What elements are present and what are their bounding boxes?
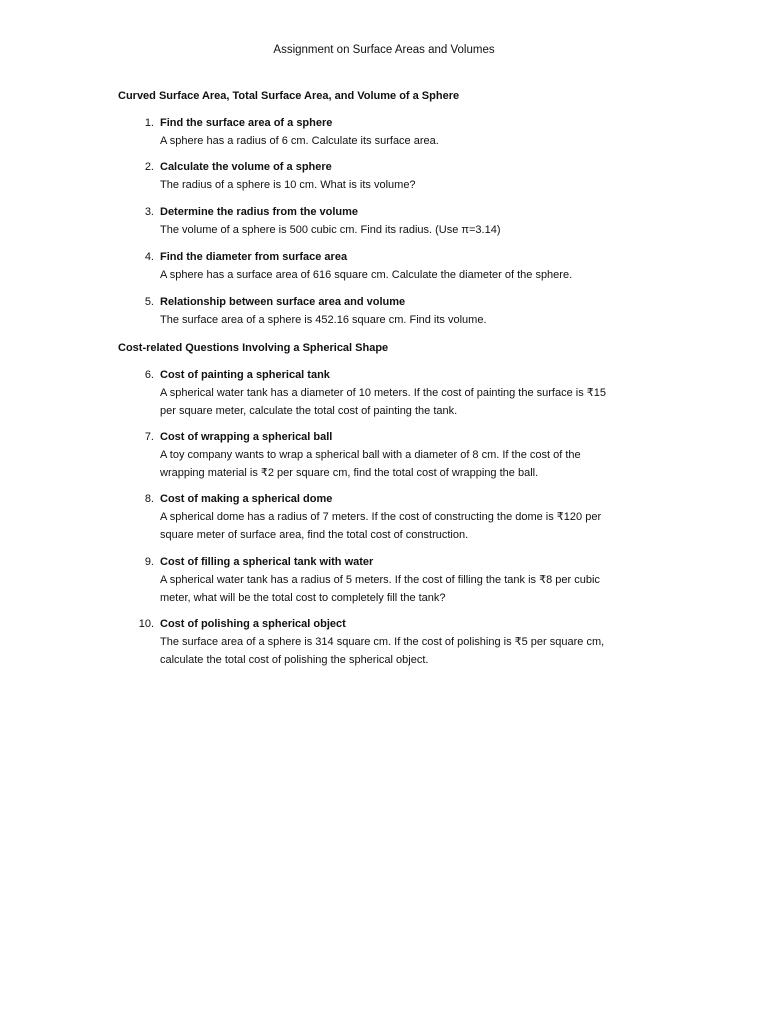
question-number: 2. bbox=[144, 161, 154, 173]
question-number: 7. bbox=[144, 431, 154, 443]
question-item bbox=[134, 203, 654, 239]
question-item bbox=[134, 158, 654, 194]
question-title: Calculate the volume of a sphere bbox=[160, 161, 332, 173]
question-title: Relationship between surface area and volume bbox=[160, 296, 406, 308]
question-item bbox=[134, 490, 654, 544]
document-title: Assignment on Surface Areas and Volumes bbox=[273, 44, 495, 56]
question-title: Determine the radius from the volume bbox=[160, 206, 359, 218]
question-title: Cost of filling a spherical tank with water bbox=[160, 556, 374, 568]
question-text: A toy company wants to wrap a spherical ball with a diameter of 8 cm. If the cost of the wrapping material is ₹2 per square cm, find the total cost of wrapping the ball. bbox=[160, 449, 581, 479]
section-heading-sphere: Curved Surface Area, Total Surface Area, and Volume of a Sphere bbox=[118, 90, 460, 102]
question-item bbox=[134, 366, 654, 420]
question-text: A spherical water tank has a radius of 5 meters. If the cost of filling the tank is ₹8 per cubic meter, what will be the total cost to completely fill the tank? bbox=[160, 574, 600, 604]
question-item bbox=[134, 248, 654, 284]
question-number: 10. bbox=[138, 618, 154, 630]
question-text: A spherical dome has a radius of 7 meters. If the cost of constructing the dome is ₹120 per square meter of surface area, find the total cost of construction. bbox=[160, 511, 602, 541]
question-text: A spherical water tank has a diameter of 10 meters. If the cost of painting the surface is ₹15 per square meter, calculate the total cost of painting the tank. bbox=[160, 387, 607, 417]
question-text: The volume of a sphere is 500 cubic cm. Find its radius. (Use π=3.14) bbox=[160, 224, 501, 236]
question-text: The surface area of a sphere is 314 square cm. If the cost of polishing is ₹5 per square cm, calculate the total cost of polishing the spherical object. bbox=[160, 636, 605, 666]
question-number: 6. bbox=[144, 369, 154, 381]
question-title: Cost of making a spherical dome bbox=[160, 493, 333, 505]
question-item bbox=[134, 114, 654, 150]
question-text: A sphere has a radius of 6 cm. Calculate its surface area. bbox=[160, 135, 439, 147]
question-title: Cost of polishing a spherical object bbox=[160, 618, 346, 630]
question-title: Find the diameter from surface area bbox=[160, 251, 348, 263]
question-item bbox=[134, 553, 654, 607]
question-number: 8. bbox=[144, 493, 154, 505]
question-number: 5. bbox=[144, 296, 154, 308]
question-number: 1. bbox=[144, 117, 154, 129]
question-number: 9. bbox=[144, 556, 154, 568]
question-title: Cost of wrapping a spherical ball bbox=[160, 431, 333, 443]
question-text: A sphere has a surface area of 616 square cm. Calculate the diameter of the sphere. bbox=[160, 269, 573, 281]
question-number: 3. bbox=[144, 206, 154, 218]
question-number: 4. bbox=[144, 251, 154, 263]
question-item bbox=[134, 428, 654, 482]
question-item bbox=[134, 293, 654, 329]
question-text: The surface area of a sphere is 452.16 square cm. Find its volume. bbox=[160, 314, 487, 326]
question-title: Find the surface area of a sphere bbox=[160, 117, 333, 129]
question-text: The radius of a sphere is 10 cm. What is its volume? bbox=[160, 179, 416, 191]
question-item bbox=[134, 615, 654, 669]
section-heading-cost: Cost-related Questions Involving a Spherical Shape bbox=[118, 342, 389, 354]
question-title: Cost of painting a spherical tank bbox=[160, 369, 330, 381]
